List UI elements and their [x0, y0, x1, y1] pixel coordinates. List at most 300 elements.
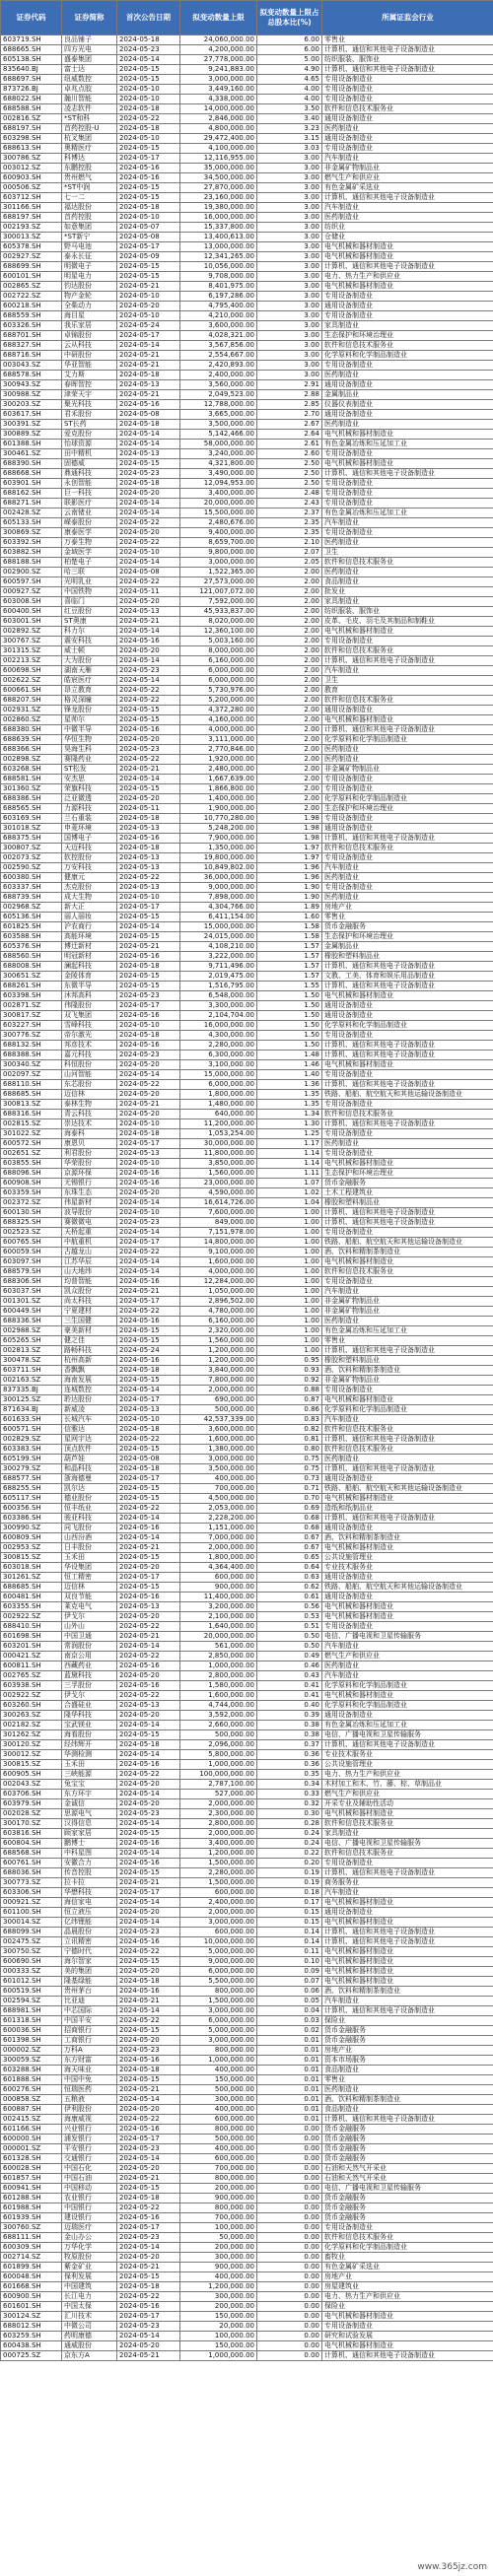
cell-pct: 2.00 [257, 587, 322, 597]
cell-industry: 软件和信息技术服务业 [322, 1425, 493, 1435]
cell-name: 喜临门 [62, 597, 117, 607]
cell-industry: 专用设备制造业 [322, 2322, 493, 2332]
cell-code: 000333.SZ [1, 1967, 62, 1977]
cell-date: 2024-05-20 [117, 646, 180, 656]
table-row [1, 55, 493, 65]
cell-date: 2024-05-16 [117, 173, 180, 183]
cell-name: 泰永长征 [62, 252, 117, 262]
cell-date: 2024-05-17 [117, 1001, 180, 1011]
cell-name: 山外山 [62, 1622, 117, 1632]
cell-name: 晶晨股份 [62, 1928, 117, 1937]
cell-pct: 0.41 [257, 1691, 322, 1701]
cell-pct: 3.00 [257, 154, 322, 164]
cell-industry: 计算机、通信和其他电子设备制造业 [322, 1080, 493, 1090]
cell-name: 长江电力 [62, 2292, 117, 2302]
cell-qty: 1,522,365.00 [180, 568, 257, 577]
cell-code: 002813.SZ [1, 1346, 62, 1356]
cell-pct: 1.34 [257, 1110, 322, 1119]
cell-name: 泰林生物 [62, 1100, 117, 1110]
cell-qty: 20,000.00 [180, 2322, 257, 2332]
cell-code: 603227.SH [1, 1021, 62, 1031]
cell-code: 603097.SH [1, 1257, 62, 1267]
cell-qty: 2,000,000.00 [180, 1543, 257, 1553]
cell-pct: 2.88 [257, 390, 322, 400]
cell-date: 2024-05-15 [117, 706, 180, 715]
cell-code: 300340.SZ [1, 1060, 62, 1070]
cell-code: 002988.SZ [1, 1326, 62, 1336]
cell-pct: 2.85 [257, 400, 322, 410]
cell-code: 002193.SZ [1, 223, 62, 233]
cell-code: 002594.SZ [1, 1997, 62, 2006]
cell-name: 双飞集团 [62, 1011, 117, 1021]
cell-pct: 3.00 [257, 233, 322, 242]
cell-qty: 100,000,000.00 [180, 1770, 257, 1780]
cell-pct: 0.34 [257, 1780, 322, 1790]
cell-pct: 2.00 [257, 696, 322, 706]
cell-qty: 100,000.00 [180, 2223, 257, 2233]
cell-industry: 医药制造业 [322, 1455, 493, 1464]
cell-code: 002815.SZ [1, 1119, 62, 1129]
cell-pct: 3.00 [257, 371, 322, 380]
cell-date: 2024-05-20 [117, 1090, 180, 1100]
cell-code: 600481.SH [1, 1593, 62, 1602]
cell-pct: 1.00 [257, 1238, 322, 1248]
table-row [1, 400, 493, 410]
cell-code: 002722.SZ [1, 292, 62, 302]
cell-date: 2024-05-22 [117, 1770, 180, 1780]
cell-name: 德业股份 [62, 1494, 117, 1504]
cell-pct: 0.56 [257, 1602, 322, 1612]
cell-code: 605136.SH [1, 913, 62, 922]
cell-date: 2024-05-14 [117, 1790, 180, 1799]
cell-date: 2024-05-21 [117, 1100, 180, 1110]
cell-pct: 0.00 [257, 2233, 322, 2243]
cell-date: 2024-05-10 [117, 1021, 180, 1031]
cell-pct: 2.00 [257, 568, 322, 577]
cell-industry: 电力、热力生产和供应业 [322, 1770, 493, 1780]
cell-name: 紫金矿业 [62, 2263, 117, 2272]
cell-industry: 软件和信息技术服务业 [322, 1267, 493, 1277]
cell-code: 688685.SH [1, 1090, 62, 1100]
cell-qty: 12,341,265.00 [180, 252, 257, 262]
cell-qty: 4,028,321.00 [180, 331, 257, 341]
cell-name: 宁德时代 [62, 1947, 117, 1957]
cell-qty: 12,094,953.00 [180, 479, 257, 489]
cell-pct: 4.00 [257, 95, 322, 104]
cell-name: 东微半导 [62, 982, 117, 991]
cell-industry: 保险业 [322, 2302, 493, 2312]
cell-pct: 0.41 [257, 1681, 322, 1691]
cell-industry: 计算机、通信和其他电子设备制造业 [322, 193, 493, 203]
cell-date: 2024-05-14 [117, 1642, 180, 1652]
table-row [1, 1277, 493, 1287]
cell-pct: 0.87 [257, 1395, 322, 1405]
cell-qty: 8,659,700.00 [180, 538, 257, 548]
cell-date: 2024-05-15 [117, 1484, 180, 1494]
cell-code: 601388.SH [1, 440, 62, 449]
cell-date: 2024-05-21 [117, 765, 180, 775]
cell-name: 东珠生态 [62, 1188, 117, 1198]
cell-industry: 计算机、通信和其他电子设备制造业 [322, 1928, 493, 1937]
cell-qty: 4,108,210.00 [180, 942, 257, 952]
cell-pct: 1.36 [257, 1080, 322, 1090]
cell-code: 600101.SH [1, 272, 62, 282]
cell-code: 603355.SH [1, 1602, 62, 1612]
cell-code: 300125.SZ [1, 1395, 62, 1405]
cell-industry: 卫生 [322, 676, 493, 686]
cell-date: 2024-05-17 [117, 1139, 180, 1149]
cell-industry: 计算机、通信和其他电子设备制造业 [322, 45, 493, 55]
cell-date: 2024-05-15 [117, 1336, 180, 1346]
cell-industry: 教育 [322, 686, 493, 696]
cell-qty: 2,660,000.00 [180, 1721, 257, 1730]
table-row [1, 676, 493, 686]
cell-code: 000001.SZ [1, 2144, 62, 2154]
cell-qty: 2,228,200.00 [180, 1514, 257, 1524]
cell-qty: 10,770,280.00 [180, 814, 257, 824]
table-row [1, 2066, 493, 2075]
cell-qty: 9,708,000.00 [180, 272, 257, 282]
cell-pct: 1.89 [257, 903, 322, 913]
table-row [1, 1356, 493, 1366]
cell-pct: 1.30 [257, 1119, 322, 1129]
cell-qty: 2,000,000.00 [180, 1908, 257, 1918]
cell-name: 田中精机 [62, 449, 117, 459]
cell-pct: 0.00 [257, 2135, 322, 2144]
cell-pct: 0.00 [257, 2203, 322, 2213]
cell-pct: 1.98 [257, 824, 322, 834]
table-row [1, 1908, 493, 1918]
cell-name: 连城数控 [62, 1386, 117, 1395]
cell-qty: 2,770,846.00 [180, 745, 257, 755]
table-row [1, 1455, 493, 1464]
cell-code: 600908.SH [1, 1179, 62, 1188]
cell-qty: 400,000.00 [180, 2105, 257, 2115]
cell-pct: 0.93 [257, 1366, 322, 1376]
cell-code: 603001.SH [1, 617, 62, 627]
cell-industry: 铁路、船舶、航空航天和其他运输设备制造业 [322, 1484, 493, 1494]
cell-code: 688197.SH [1, 213, 62, 223]
cell-date: 2024-05-22 [117, 518, 180, 528]
cell-pct: 0.63 [257, 1573, 322, 1583]
cell-pct: 4.00 [257, 85, 322, 95]
cell-date: 2024-05-16 [117, 1760, 180, 1770]
cell-industry: 燃气生产和供应业 [322, 1652, 493, 1661]
cell-pct: 0.46 [257, 1661, 322, 1671]
table-row [1, 1445, 493, 1455]
cell-pct: 2.00 [257, 784, 322, 794]
cell-date: 2024-05-20 [117, 2036, 180, 2046]
cell-code: 003043.SZ [1, 361, 62, 371]
cell-date: 2024-05-14 [117, 1267, 180, 1277]
cell-date: 2024-05-18 [117, 479, 180, 489]
cell-industry: 通用设备制造业 [322, 134, 493, 144]
table-row [1, 114, 493, 124]
cell-date: 2024-05-14 [117, 499, 180, 508]
cell-qty: 45,933,837.00 [180, 607, 257, 617]
cell-industry: 电气机械和器材制造业 [322, 459, 493, 469]
cell-name: 爱克股份 [62, 430, 117, 440]
table-row [1, 262, 493, 272]
cell-industry: 专用设备制造业 [322, 775, 493, 784]
cell-industry: 电气机械和器材制造业 [322, 715, 493, 725]
watermark: www.365jz.com [417, 2562, 487, 2572]
cell-pct: 2.00 [257, 627, 322, 637]
cell-industry: 纺织服装、服饰业 [322, 55, 493, 65]
cell-date: 2024-05-20 [117, 1711, 180, 1721]
cell-code: 002898.SZ [1, 755, 62, 765]
cell-name: 海康威视 [62, 2115, 117, 2125]
cell-industry: 零售业 [322, 1336, 493, 1346]
cell-industry: 化学原料和化学制品制造业 [322, 1405, 493, 1415]
table-row [1, 479, 493, 489]
cell-date: 2024-05-14 [117, 656, 180, 666]
cell-date: 2024-05-14 [117, 1070, 180, 1080]
cell-code: 600036.SH [1, 2026, 62, 2036]
table-row [1, 104, 493, 114]
cell-pct: 0.04 [257, 2006, 322, 2016]
cell-qty: 9,241,883.00 [180, 65, 257, 75]
table-row [1, 1573, 493, 1583]
cell-industry: 电气机械和器材制造业 [322, 242, 493, 252]
cell-qty: 1,053,254.00 [180, 1129, 257, 1139]
cell-pct: 6.00 [257, 35, 322, 45]
table-row [1, 1849, 493, 1859]
cell-name: 科力尔 [62, 627, 117, 637]
cell-industry: 通用设备制造业 [322, 824, 493, 834]
table-row [1, 1898, 493, 1908]
cell-industry: 铁路、船舶、航空航天和其他运输设备制造业 [322, 1090, 493, 1100]
cell-name: 光明乳业 [62, 577, 117, 587]
cell-name: 大为股份 [62, 656, 117, 666]
cell-industry: 有色金属矿采选业 [322, 183, 493, 193]
cell-date: 2024-05-20 [117, 794, 180, 804]
cell-industry: 软件和信息技术服务业 [322, 1110, 493, 1119]
cell-qty: 2,300,000.00 [180, 1809, 257, 1819]
table-row [1, 2075, 493, 2085]
cell-code: 002714.SZ [1, 2253, 62, 2263]
table-row [1, 1179, 493, 1188]
cell-qty: 1,600,000.00 [180, 1435, 257, 1445]
cell-qty: 100,000.00 [180, 2332, 257, 2341]
table-row [1, 1622, 493, 1632]
cell-industry: 计算机、通信和其他电子设备制造业 [322, 1435, 493, 1445]
cell-pct: 0.00 [257, 2322, 322, 2332]
cell-pct: 1.55 [257, 982, 322, 991]
cell-name: 嵘泰股份 [62, 518, 117, 528]
cell-code: 300807.SZ [1, 844, 62, 853]
table-row [1, 1632, 493, 1642]
cell-name: 中科星图 [62, 1849, 117, 1859]
cell-industry: 卫生 [322, 548, 493, 558]
table-row [1, 804, 493, 814]
cell-date: 2024-05-14 [117, 922, 180, 932]
cell-code: 600048.SH [1, 2272, 62, 2282]
cell-date: 2024-05-24 [117, 1346, 180, 1356]
cell-name: 信雅达 [62, 1425, 117, 1435]
table-row [1, 233, 493, 242]
cell-code: 603337.SH [1, 883, 62, 893]
cell-name: 中研股份 [62, 351, 117, 361]
cell-code: 002765.SZ [1, 1671, 62, 1681]
cell-date: 2024-05-10 [117, 213, 180, 223]
cell-name: 星帅尔 [62, 715, 117, 725]
cell-code: 300461.SZ [1, 449, 62, 459]
cell-qty: 20,000,000.00 [180, 1632, 257, 1642]
cell-pct: 0.19 [257, 1878, 322, 1888]
cell-date: 2024-05-21 [117, 282, 180, 292]
cell-qty: 29,472,400.00 [180, 134, 257, 144]
cell-name: 顾家家居 [62, 1829, 117, 1839]
cell-qty: 600,000.00 [180, 2154, 257, 2164]
cell-pct: 3.00 [257, 272, 322, 282]
cell-name: 海看股份 [62, 1730, 117, 1740]
cell-industry: 医药制造业 [322, 371, 493, 380]
header-code: 证券代码 [1, 1, 62, 35]
table-row [1, 991, 493, 1001]
cell-qty: 10,849,802.00 [180, 863, 257, 873]
cell-date: 2024-05-15 [117, 2184, 180, 2194]
cell-name: 七一二 [62, 193, 117, 203]
cell-date: 2024-05-14 [117, 558, 180, 568]
cell-industry: 酒、饮料和精制茶制造业 [322, 1533, 493, 1543]
cell-code: 688613.SH [1, 144, 62, 154]
cell-qty: 3,111,000.00 [180, 735, 257, 745]
cell-pct: 0.62 [257, 1583, 322, 1593]
cell-date: 2024-05-17 [117, 154, 180, 164]
table-row [1, 410, 493, 420]
cell-industry: 化学原料和化学制品制造业 [322, 1021, 493, 1031]
cell-industry: 专用设备制造业 [322, 814, 493, 824]
cell-industry: 电气机械和器材制造业 [322, 2312, 493, 2322]
cell-qty: 4,372,280.00 [180, 706, 257, 715]
table-row [1, 637, 493, 646]
cell-qty: 1,516,795.00 [180, 982, 257, 991]
cell-qty: 1,000,000.00 [180, 1760, 257, 1770]
cell-pct: 0.82 [257, 1425, 322, 1435]
cell-qty: 1,350,000.00 [180, 844, 257, 853]
cell-industry: 汽车制造业 [322, 1287, 493, 1297]
cell-code: 600761.SH [1, 1859, 62, 1868]
cell-industry: 通用设备制造业 [322, 1474, 493, 1484]
cell-industry: 专用设备制造业 [322, 479, 493, 489]
table-row [1, 2203, 493, 2213]
cell-name: 恒立液压 [62, 1908, 117, 1918]
cell-pct: 1.50 [257, 1021, 322, 1031]
cell-pct: 0.01 [257, 2115, 322, 2125]
cell-name: 中国石油 [62, 2174, 117, 2184]
cell-code: 600276.SH [1, 2085, 62, 2095]
cell-pct: 0.38 [257, 1721, 322, 1730]
cell-pct: 0.28 [257, 1819, 322, 1829]
cell-pct: 2.00 [257, 765, 322, 775]
cell-qty: 50,000.00 [180, 2233, 257, 2243]
cell-industry: 电气机械和器材制造业 [322, 627, 493, 637]
cell-date: 2024-05-16 [117, 2213, 180, 2223]
cell-date: 2024-05-14 [117, 676, 180, 686]
cell-industry: 专用设备制造业 [322, 1129, 493, 1139]
cell-industry: 房地产业 [322, 903, 493, 913]
cell-date: 2024-05-16 [117, 637, 180, 646]
cell-name: 金诚信 [62, 1799, 117, 1809]
cell-industry: 酒、饮料和精制茶制造业 [322, 1987, 493, 1997]
cell-name: 君禾股份 [62, 410, 117, 420]
cell-industry: 货币金融服务 [322, 2213, 493, 2223]
cell-date: 2024-05-14 [117, 1533, 180, 1543]
cell-name: 杰克股份 [62, 883, 117, 893]
cell-code: 300012.SZ [1, 1750, 62, 1760]
cell-name: 三孚股份 [62, 1681, 117, 1691]
cell-date: 2024-05-13 [117, 1602, 180, 1612]
table-row [1, 1346, 493, 1356]
cell-code: 688012.SH [1, 2322, 62, 2332]
table-row [1, 558, 493, 568]
cell-qty: 690,000.00 [180, 1395, 257, 1405]
cell-name: 格灵深瞳 [62, 696, 117, 706]
cell-qty: 4,744,000.00 [180, 1701, 257, 1711]
cell-pct: 3.00 [257, 213, 322, 223]
cell-name: 新大正 [62, 903, 117, 913]
table-row [1, 1514, 493, 1524]
table-row [1, 1405, 493, 1415]
table-row [1, 302, 493, 311]
cell-name: 科博达 [62, 154, 117, 164]
cell-qty: 1,667,639.00 [180, 775, 257, 784]
cell-date: 2024-05-15 [117, 972, 180, 982]
cell-pct: 2.00 [257, 804, 322, 814]
cell-name: 固德威 [62, 459, 117, 469]
header-pct: 拟变动数量上限占总股本比(%) [257, 1, 322, 35]
cell-industry: 零售业 [322, 913, 493, 922]
cell-industry: 有色金属冶炼和压延加工业 [322, 1326, 493, 1336]
cell-code: 002590.SZ [1, 863, 62, 873]
cell-industry: 电气机械和器材制造业 [322, 2341, 493, 2351]
cell-code: 601100.SH [1, 1908, 62, 1918]
cell-name: 比亚迪 [62, 1997, 117, 2006]
cell-date: 2024-05-15 [117, 913, 180, 922]
cell-name: 良品铺子 [62, 35, 117, 45]
cell-industry: 有色金属矿采选业 [322, 2263, 493, 2272]
cell-code: 688336.SH [1, 1317, 62, 1326]
cell-date: 2024-05-23 [117, 2233, 180, 2243]
table-row [1, 1060, 493, 1070]
cell-name: 鹏博士 [62, 1839, 117, 1849]
table-row [1, 587, 493, 597]
cell-date: 2024-05-16 [117, 1987, 180, 1997]
table-row [1, 1583, 493, 1593]
cell-industry: 计算机、通信和其他电子设备制造业 [322, 2115, 493, 2125]
cell-name: 云从科技 [62, 341, 117, 351]
cell-qty: 7,900,000.00 [180, 834, 257, 844]
cell-code: 688380.SH [1, 725, 62, 735]
cell-date: 2024-05-14 [117, 1918, 180, 1928]
cell-date: 2024-05-13 [117, 1149, 180, 1159]
table-row [1, 331, 493, 341]
cell-code: 600905.SH [1, 1770, 62, 1780]
cell-industry: 皮革、毛皮、羽毛及其制品和制鞋业 [322, 617, 493, 627]
cell-code: 603306.SH [1, 1888, 62, 1898]
table-row [1, 903, 493, 913]
cell-qty: 2,480,000.00 [180, 765, 257, 775]
cell-date: 2024-05-20 [117, 2341, 180, 2351]
cell-pct: 2.00 [257, 735, 322, 745]
cell-name: 皓宸医疗 [62, 676, 117, 686]
table-row [1, 1937, 493, 1947]
cell-pct: 0.05 [257, 1997, 322, 2006]
cell-code: 605378.SH [1, 242, 62, 252]
cell-code: 688162.SH [1, 489, 62, 499]
cell-code: 688366.SH [1, 745, 62, 755]
